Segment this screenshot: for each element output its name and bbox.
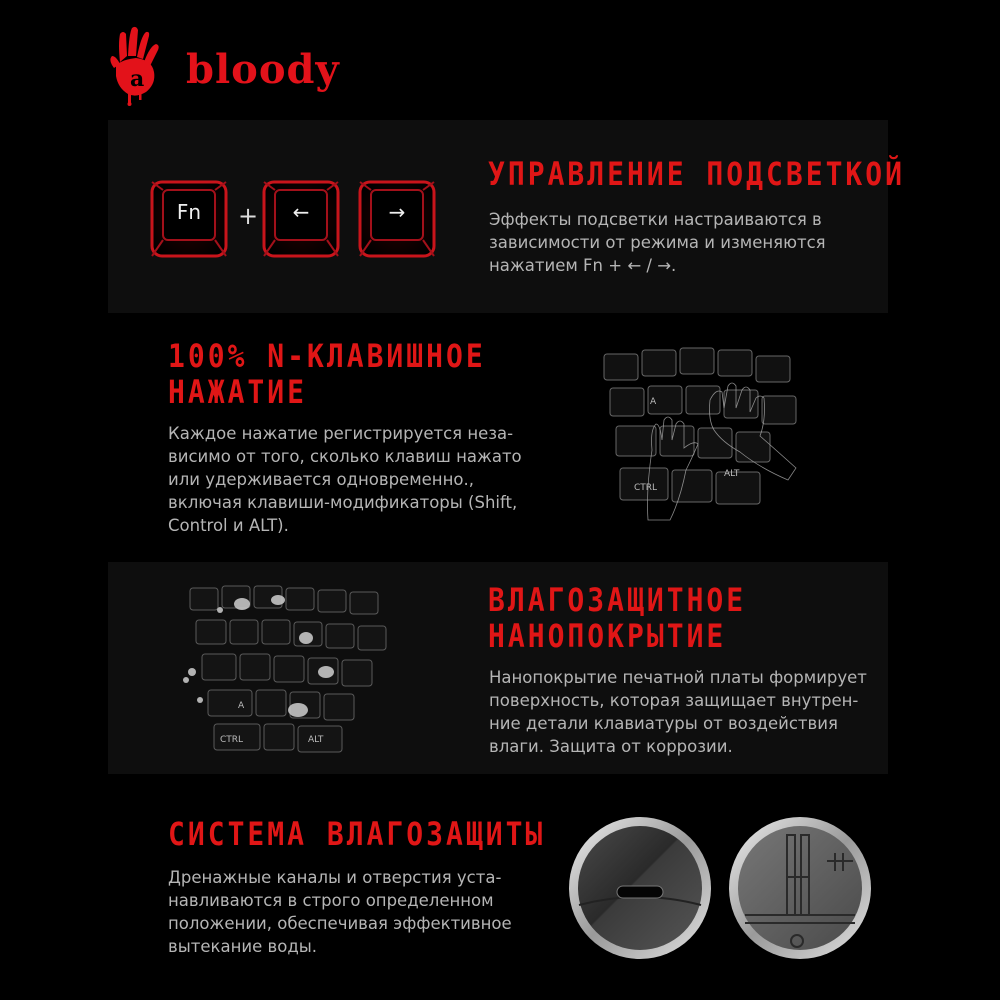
nkey-description: Каждое нажатие регистрируется неза- висимо от того, сколько клавиш нажато или удерживается одновременно., включая клавиши-модификаторы (Shift, Control и ALT).: [168, 424, 522, 535]
key-label-ctrl-2: CTRL: [220, 735, 244, 745]
key-label-alt-2: ALT: [308, 735, 324, 745]
nanocoating-title-line2: НАНОПОКРЫТИЕ: [488, 617, 727, 656]
left-arrow-label: ←: [292, 200, 310, 224]
key-label-alt: ALT: [724, 469, 740, 479]
right-arrow-label: →: [388, 200, 406, 224]
drain-channel-image: [727, 815, 873, 961]
fn-key-label: Fn: [176, 200, 202, 224]
nkey-title-line1: 100% N-КЛАВИШНОЕ: [168, 337, 486, 376]
key-label-a-2: A: [238, 701, 245, 711]
water-system-title: СИСТЕМА ВЛАГОЗАЩИТЫ: [168, 815, 546, 854]
keyboard-droplets-image: [180, 580, 430, 755]
nanocoating-title-line1: ВЛАГОЗАЩИТНОЕ: [488, 581, 747, 620]
key-label-ctrl: CTRL: [634, 483, 658, 493]
backlight-title: УПРАВЛЕНИЕ ПОДСВЕТКОЙ: [488, 155, 906, 194]
left-arrow-key: [262, 180, 340, 258]
backlight-description: Эффекты подсветки настраиваются в зависимости от режима и изменяются нажатием Fn + ← / →.: [489, 210, 826, 275]
water-system-description: Дренажные каналы и отверстия уста- навливаются в строго определенном положении, обеспечивая эффективное вытекание воды.: [168, 868, 512, 956]
nanocoating-description: Нанопокрытие печатной платы формирует поверхность, которая защищает внутрен- ние детали клавиатуры от воздействия влаги. Защита от коррозии.: [489, 668, 867, 756]
plus-sign: +: [238, 202, 259, 230]
nkey-title-line2: НАЖАТИЕ: [168, 373, 308, 412]
bloody-hand-logo-icon: [106, 24, 168, 106]
key-label-a: A: [650, 397, 657, 407]
fn-key: [150, 180, 228, 258]
svg-text:a: a: [130, 66, 145, 92]
brand-name: bloody: [186, 46, 340, 93]
drain-hole-image: [567, 815, 713, 961]
keyboard-hands-image: [600, 340, 830, 530]
right-arrow-key: [358, 180, 436, 258]
